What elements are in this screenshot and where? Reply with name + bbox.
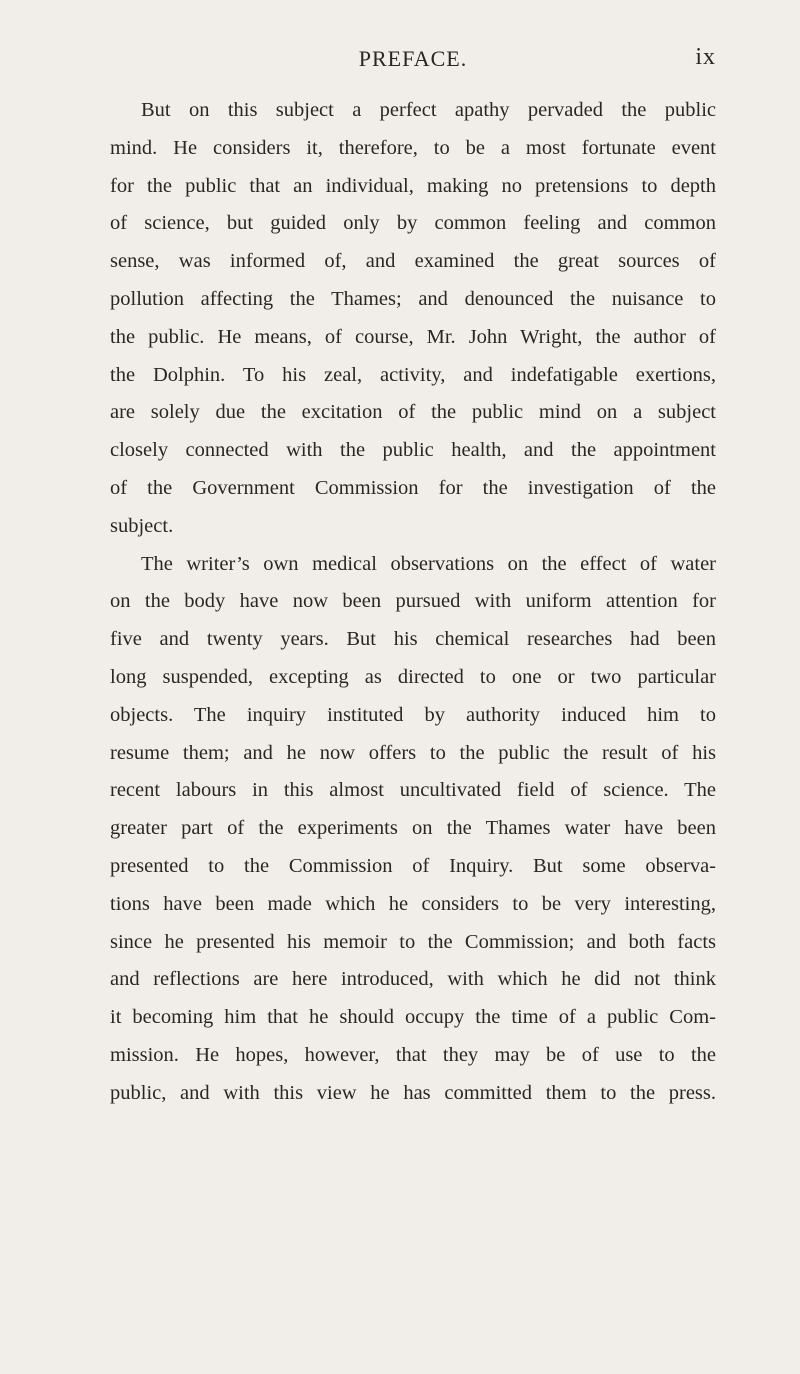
text-line: five and twenty years. But his chemical researches had been [110, 628, 716, 651]
text-line: closely connected with the public health, and the appointment [110, 439, 716, 462]
text-line: mission. He hopes, however, that they may be of use to the [110, 1043, 716, 1066]
text-line: greater part of the experiments on the Thames water have been [110, 817, 716, 840]
text-line: of the Government Commission for the investigation of the [110, 476, 716, 499]
running-title: PREFACE. [358, 46, 468, 71]
text-line: tions have been made which he considers to be very interesting, [110, 892, 716, 915]
text-line: subject. [110, 514, 174, 537]
body-text [110, 92, 716, 1113]
text-line: long suspended, excepting as directed to one or two particular [110, 665, 716, 688]
text-line: mind. He considers it, therefore, to be a most fortunate event [110, 136, 716, 159]
text-line: and reflections are here introduced, with which he did not think [110, 968, 716, 991]
running-head [110, 46, 716, 76]
text-line: public, and with this view he has committed them to the press. [110, 1081, 716, 1104]
text-line: the Dolphin. To his zeal, activity, and indefatigable exertions, [110, 363, 716, 386]
text-line: the public. He means, of course, Mr. John Wright, the author of [110, 325, 716, 348]
text-line: The writer’s own medical observations on the effect of water [141, 552, 716, 575]
text-line: of science, but guided only by common feeling and common [110, 212, 716, 235]
text-line: on the body have now been pursued with uniform attention for [110, 590, 716, 613]
text-line: recent labours in this almost uncultivated field of science. The [110, 779, 716, 802]
text-line: presented to the Commission of Inquiry. But some observa- [110, 854, 716, 877]
text-line: since he presented his memoir to the Commission; and both facts [110, 930, 716, 953]
text-line: resume them; and he now offers to the public the result of his [110, 741, 716, 764]
text-line: sense, was informed of, and examined the great sources of [110, 250, 716, 273]
text-line: for the public that an individual, making no pretensions to depth [110, 174, 716, 197]
text-line: pollution affecting the Thames; and denounced the nuisance to [110, 287, 716, 310]
text-line: objects. The inquiry instituted by authority induced him to [110, 703, 716, 726]
text-line: But on this subject a perfect apathy pervaded the public [141, 99, 716, 121]
text-line: it becoming him that he should occupy the time of a public Com- [110, 1006, 716, 1029]
page-number: ix [695, 44, 716, 70]
text-line: are solely due the excitation of the public mind on a subject [110, 401, 716, 424]
